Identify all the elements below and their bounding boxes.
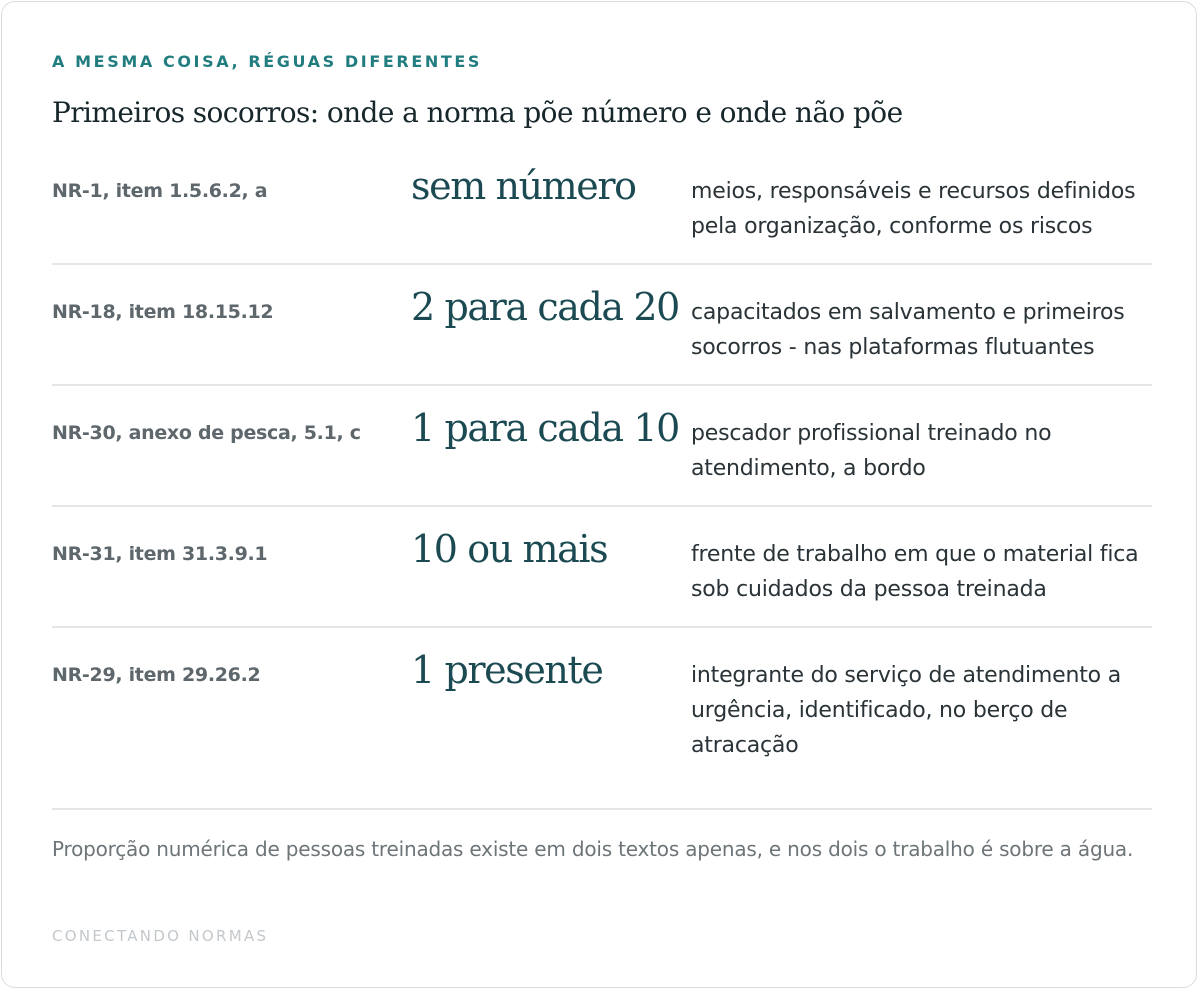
norm-reference: NR-1, item 1.5.6.2, a: [52, 180, 268, 202]
ratio-description: pescador profissional treinado no atendimento, a bordo: [691, 421, 1052, 481]
footer-divider: [52, 808, 1152, 810]
ratio-value: 1 para cada 10: [411, 406, 679, 450]
row-divider: [52, 505, 1152, 507]
ratio-value: sem número: [411, 164, 636, 208]
ratio-description: meios, responsáveis e recursos definidos pela organização, conforme os riscos: [691, 179, 1136, 239]
card: [1, 1, 1197, 988]
row-divider: [52, 384, 1152, 386]
norm-reference: NR-29, item 29.26.2: [52, 664, 261, 686]
row-divider: [52, 263, 1152, 265]
ratio-description: integrante do serviço de atendimento a urgência, identificado, no berço de atracação: [691, 663, 1121, 758]
norm-reference: NR-30, anexo de pesca, 5.1, c: [52, 422, 361, 444]
norm-reference: NR-31, item 31.3.9.1: [52, 543, 268, 565]
norm-reference: NR-18, item 18.15.12: [52, 301, 274, 323]
ratio-description: capacitados em salvamento e primeiros socorros - nas plataformas flutuantes: [691, 300, 1125, 360]
row-divider: [52, 626, 1152, 628]
brand-label: CONECTANDO NORMAS: [52, 927, 269, 945]
eyebrow-label: A MESMA COISA, RÉGUAS DIFERENTES: [52, 52, 483, 71]
page-title: Primeiros socorros: onde a norma põe número e onde não põe: [52, 96, 903, 129]
ratio-value: 10 ou mais: [411, 527, 608, 571]
ratio-value: 1 presente: [411, 648, 603, 692]
ratio-value: 2 para cada 20: [411, 285, 679, 329]
footnote: Proporção numérica de pessoas treinadas existe em dois textos apenas, e nos dois o trabalho é sobre a água.: [52, 837, 1134, 861]
ratio-description: frente de trabalho em que o material fica sob cuidados da pessoa treinada: [691, 542, 1139, 602]
